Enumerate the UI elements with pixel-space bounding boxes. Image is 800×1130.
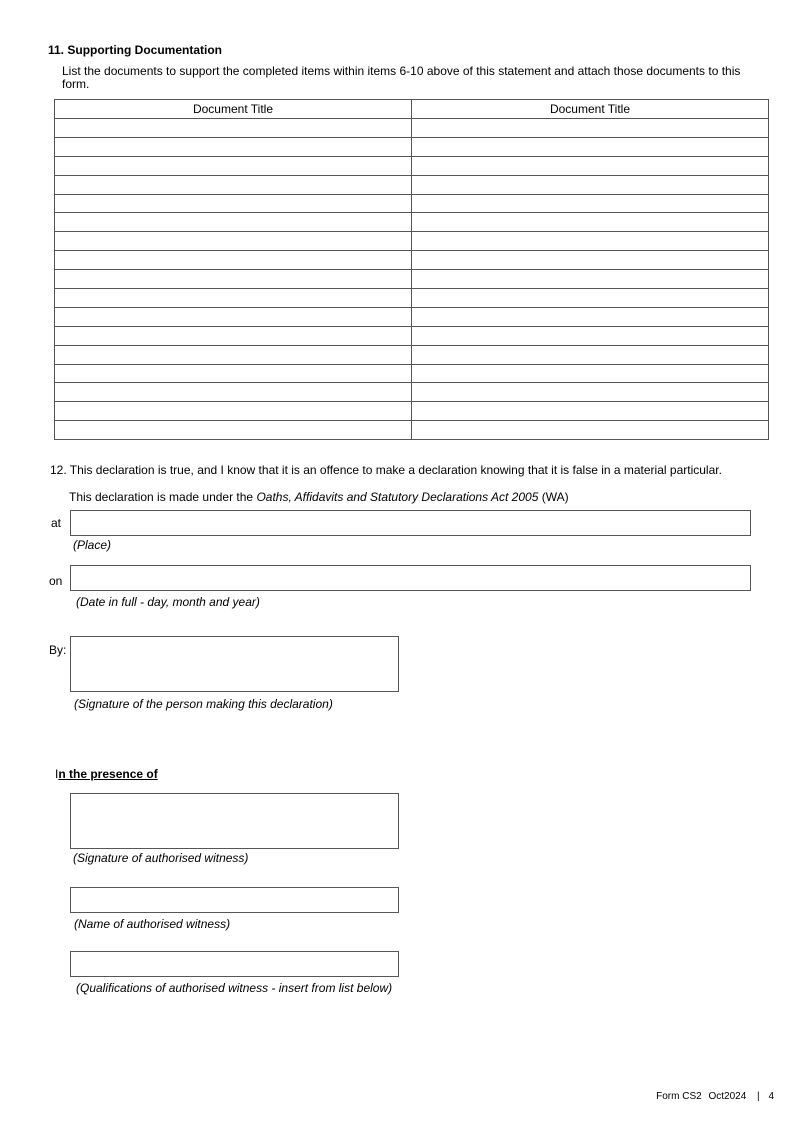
document-title-cell[interactable]: [55, 402, 412, 421]
table-row: [55, 364, 769, 383]
document-title-cell[interactable]: [55, 232, 412, 251]
document-title-cell[interactable]: [55, 364, 412, 383]
table-row: [55, 194, 769, 213]
declaration-statement: 12. This declaration is true, and I know that it is an offence to make a declaration knowing that it is false in a material particular.: [50, 463, 722, 477]
page-footer: [652, 1091, 774, 1102]
witness-qualifications-caption: (Qualifications of authorised witness - insert from list below): [76, 981, 393, 995]
table-row: [55, 156, 769, 175]
document-title-cell[interactable]: [412, 364, 769, 383]
date-field[interactable]: [70, 565, 751, 591]
table-row: [55, 232, 769, 251]
declarant-signature-field[interactable]: [70, 636, 399, 692]
footer-page-number: 4: [768, 1091, 774, 1102]
document-title-cell[interactable]: [55, 345, 412, 364]
table-row: [55, 137, 769, 156]
section-11-intro: List the documents to support the completed items within items 6-10 above of this statement and attach those documents to this form.: [62, 64, 741, 91]
place-caption: (Place): [73, 538, 112, 552]
at-label: at: [51, 516, 62, 530]
witness-name-caption: (Name of authorised witness): [74, 917, 231, 931]
document-title-cell[interactable]: [55, 307, 412, 326]
witness-signature-caption: (Signature of authorised witness): [73, 851, 249, 865]
document-title-cell[interactable]: [412, 251, 769, 270]
table-row: [55, 251, 769, 270]
document-title-cell[interactable]: [55, 137, 412, 156]
document-title-cell[interactable]: [55, 194, 412, 213]
document-title-cell[interactable]: [412, 402, 769, 421]
document-title-cell[interactable]: [55, 270, 412, 289]
document-title-cell[interactable]: [55, 175, 412, 194]
document-title-cell[interactable]: [412, 213, 769, 232]
table-header-row: [55, 100, 769, 119]
table-row: [55, 345, 769, 364]
documents-table: [54, 99, 769, 440]
document-title-cell[interactable]: [412, 345, 769, 364]
witness-heading-initial: I: [55, 767, 59, 781]
witness-heading-rest: n the presence of: [58, 767, 158, 781]
on-label: on: [49, 574, 63, 588]
document-title-cell[interactable]: [412, 270, 769, 289]
document-title-cell[interactable]: [412, 156, 769, 175]
document-title-cell[interactable]: [412, 137, 769, 156]
document-title-cell[interactable]: [412, 307, 769, 326]
table-row: [55, 326, 769, 345]
table-row: [55, 289, 769, 308]
document-title-cell[interactable]: [55, 383, 412, 402]
document-title-cell[interactable]: [412, 119, 769, 138]
footer-form-code: Form CS2: [656, 1091, 702, 1102]
document-title-cell[interactable]: [55, 326, 412, 345]
document-title-cell[interactable]: [55, 251, 412, 270]
document-title-cell[interactable]: [412, 194, 769, 213]
table-row: [55, 383, 769, 402]
witness-name-field[interactable]: [70, 887, 399, 913]
document-title-cell[interactable]: [412, 326, 769, 345]
document-title-cell[interactable]: [412, 175, 769, 194]
table-row: [55, 270, 769, 289]
footer-date: Oct2024: [708, 1091, 747, 1102]
by-label: By:: [49, 643, 67, 657]
document-title-cell[interactable]: [55, 289, 412, 308]
table-row: [55, 175, 769, 194]
document-title-cell[interactable]: [412, 289, 769, 308]
document-title-cell[interactable]: [55, 421, 412, 440]
table-row: [55, 402, 769, 421]
declarant-signature-caption: (Signature of the person making this declaration): [74, 697, 333, 711]
place-field[interactable]: [70, 510, 751, 536]
witness-qualifications-field[interactable]: [70, 951, 399, 977]
act-prefix: This declaration is made under the: [69, 490, 257, 504]
act-suffix: (WA): [538, 490, 569, 504]
section-11-heading: 11. Supporting Documentation: [48, 43, 223, 57]
table-row: [55, 213, 769, 232]
document-title-cell[interactable]: [55, 119, 412, 138]
footer-separator: |: [757, 1091, 760, 1102]
table-row: [55, 307, 769, 326]
column-header-document-title-1: Document Title: [55, 100, 412, 119]
table-row: [55, 421, 769, 440]
table-row: [55, 119, 769, 138]
document-title-cell[interactable]: [412, 383, 769, 402]
witness-signature-field[interactable]: [70, 793, 399, 849]
document-title-cell[interactable]: [55, 213, 412, 232]
document-title-cell[interactable]: [412, 232, 769, 251]
document-title-cell[interactable]: [412, 421, 769, 440]
witness-heading: [55, 767, 158, 781]
document-title-cell[interactable]: [55, 156, 412, 175]
act-name: Oaths, Affidavits and Statutory Declarations Act 2005: [256, 490, 539, 504]
column-header-document-title-2: Document Title: [412, 100, 769, 119]
declaration-act-line: [69, 490, 569, 504]
date-caption: (Date in full - day, month and year): [76, 595, 260, 609]
